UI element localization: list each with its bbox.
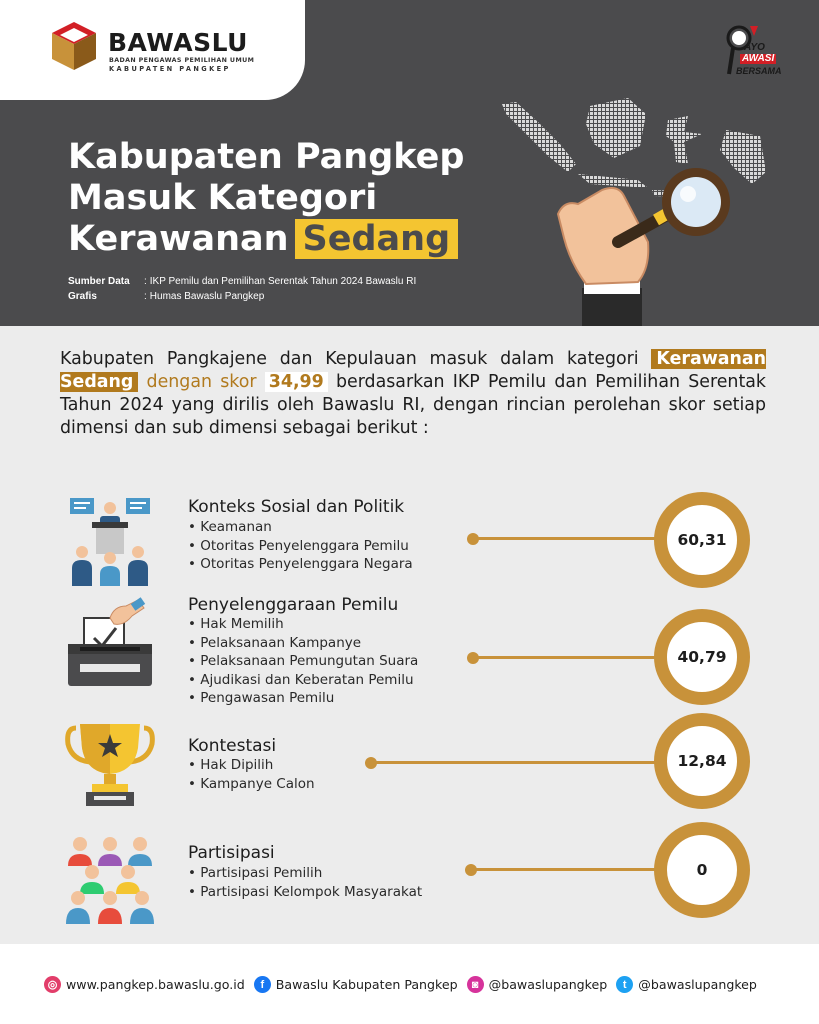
score-ring bbox=[654, 822, 750, 918]
intro-part-3: berdasarkan IKP Pemilu dan Pemilihan Serentak Tahun 2024 yang dirilis oleh Bawaslu RI, dengan rincian perolehan skor setiap dimensi dan sub dimensi sebagai berikut : bbox=[60, 372, 766, 438]
score-ring bbox=[654, 492, 750, 588]
facebook-text: Bawaslu Kabupaten Pangkep bbox=[275, 977, 458, 992]
list-item: • Pengawasan Pemilu bbox=[188, 689, 418, 708]
title-line-1: Kabupaten Pangkep bbox=[68, 137, 465, 177]
category-badge: Sedang bbox=[295, 219, 459, 259]
graphic-row bbox=[68, 289, 416, 304]
ballot-box-icon bbox=[62, 596, 158, 692]
bawaslu-logo-icon bbox=[50, 20, 98, 72]
title-line-3-text: Kerawanan bbox=[68, 219, 289, 259]
dimension-title: Kontestasi bbox=[188, 736, 277, 756]
source-label: Sumber Data bbox=[68, 276, 130, 287]
subdimension-list bbox=[188, 518, 413, 574]
dimension-score: 40,79 bbox=[677, 648, 727, 666]
list-item: • Partisipasi Pemilih bbox=[188, 864, 422, 883]
score-connector bbox=[370, 761, 662, 764]
list-item: • Pelaksanaan Pemungutan Suara bbox=[188, 652, 418, 671]
audience-speaker-icon bbox=[62, 494, 158, 590]
graphic-label: Grafis bbox=[68, 291, 97, 302]
indonesia-map-magnifier-icon bbox=[498, 92, 798, 326]
footer bbox=[0, 944, 819, 1024]
intro-category-badge: Kerawanan Sedang bbox=[60, 349, 766, 392]
page-title bbox=[68, 137, 464, 260]
campaign-line-2: AWASI bbox=[742, 53, 775, 64]
source-row bbox=[68, 274, 416, 289]
score-ring bbox=[654, 609, 750, 705]
website-link[interactable] bbox=[44, 976, 245, 993]
subdimension-list bbox=[188, 756, 315, 793]
score-connector bbox=[470, 868, 662, 871]
twitter-icon: t bbox=[616, 976, 633, 993]
score-connector bbox=[472, 656, 662, 659]
people-group-icon bbox=[62, 832, 158, 928]
list-item: • Otoritas Penyelenggara Pemilu bbox=[188, 537, 413, 556]
dimension-score: 0 bbox=[696, 861, 708, 879]
source-separator: : bbox=[144, 276, 147, 287]
title-line-3 bbox=[68, 219, 464, 260]
score-ring bbox=[654, 713, 750, 809]
graphic-value: Humas Bawaslu Pangkep bbox=[149, 291, 265, 302]
instagram-link[interactable] bbox=[467, 976, 608, 993]
dimension-title: Konteks Sosial dan Politik bbox=[188, 497, 405, 517]
website-text: www.pangkep.bawaslu.go.id bbox=[66, 977, 245, 992]
dimension-score: 12,84 bbox=[677, 752, 727, 770]
connector-dot bbox=[465, 864, 477, 876]
list-item: • Hak Dipilih bbox=[188, 756, 315, 775]
intro-total-score: 34,99 bbox=[265, 372, 328, 392]
dimension-title: Partisipasi bbox=[188, 843, 275, 863]
twitter-text: @bawaslupangkep bbox=[638, 977, 757, 992]
graphic-separator: : bbox=[144, 291, 147, 302]
facebook-icon: f bbox=[254, 976, 271, 993]
campaign-line-1: AYO bbox=[744, 42, 765, 53]
title-line-2: Masuk Kategori bbox=[68, 178, 378, 218]
twitter-link[interactable] bbox=[616, 976, 757, 993]
list-item: • Hak Memilih bbox=[188, 615, 418, 634]
dimension-title: Penyelenggaraan Pemilu bbox=[188, 595, 399, 615]
intro-part-1: Kabupaten Pangkajene dan Kepulauan masuk dalam kategori bbox=[60, 349, 652, 369]
social-links bbox=[44, 976, 766, 993]
instagram-text: @bawaslupangkep bbox=[488, 977, 608, 992]
brand-subtitle: BADAN PENGAWAS PEMILIHAN UMUM bbox=[109, 57, 255, 64]
dimension-score: 60,31 bbox=[677, 531, 727, 549]
brand-region: KABUPATEN PANGKEP bbox=[109, 65, 231, 73]
brand-name: BAWASLU bbox=[108, 28, 248, 57]
header-banner bbox=[0, 0, 819, 326]
logo-panel bbox=[0, 0, 305, 100]
trophy-icon bbox=[62, 716, 158, 812]
connector-dot bbox=[365, 757, 377, 769]
intro-part-2: dengan skor bbox=[138, 372, 265, 392]
subdimension-list bbox=[188, 615, 418, 708]
list-item: • Partisipasi Kelompok Masyarakat bbox=[188, 883, 422, 902]
source-meta bbox=[68, 274, 416, 304]
connector-dot bbox=[467, 533, 479, 545]
list-item: • Ajudikasi dan Keberatan Pemilu bbox=[188, 671, 418, 690]
list-item: • Otoritas Penyelenggara Negara bbox=[188, 555, 413, 574]
facebook-link[interactable] bbox=[254, 976, 458, 993]
instagram-icon: ◙ bbox=[467, 976, 484, 993]
list-item: • Kampanye Calon bbox=[188, 775, 315, 794]
list-item: • Keamanan bbox=[188, 518, 413, 537]
globe-icon: ◎ bbox=[44, 976, 61, 993]
list-item: • Pelaksanaan Kampanye bbox=[188, 634, 418, 653]
subdimension-list bbox=[188, 864, 422, 901]
intro-paragraph bbox=[60, 348, 766, 440]
connector-dot bbox=[467, 652, 479, 664]
score-connector bbox=[472, 537, 662, 540]
campaign-line-3: BERSAMA bbox=[736, 66, 782, 76]
source-value: IKP Pemilu dan Pemilihan Serentak Tahun 2024 Bawaslu RI bbox=[149, 276, 417, 287]
